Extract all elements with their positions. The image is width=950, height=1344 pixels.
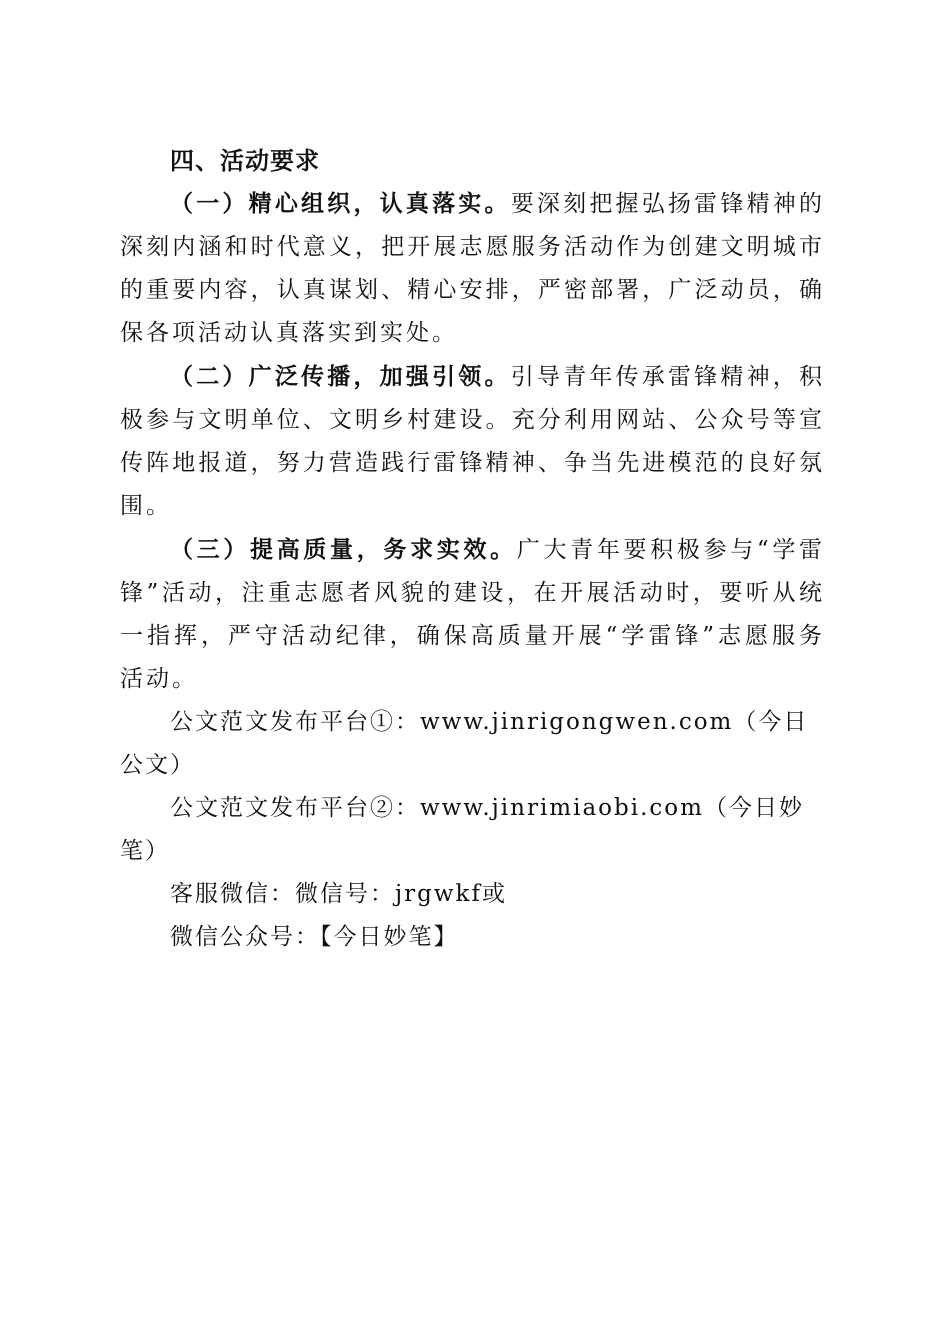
requirement-item-3 — [120, 528, 825, 701]
document-body — [120, 140, 825, 959]
requirement-item-1-lead: （一）精心组织，认真落实。 — [170, 190, 511, 217]
requirement-item-3-body: 广大青年要积极参与“学雷锋”活动，注重志愿者风貌的建设，在开展活动时，要听从统一指挥，严守活动纪律，确保高质量开展“学雷锋”志愿服务活动。 — [120, 537, 825, 692]
requirement-item-2-body: 引导青年传承雷锋精神，积极参与文明单位、文明乡村建设。充分利用网站、公众号等宣传阵地报道，努力营造践行雷锋精神、争当先进模范的良好氛围。 — [120, 364, 826, 519]
requirement-item-2-lead: （二）广泛传播，加强引领。 — [170, 363, 511, 390]
platform-2-line: 公文范文发布平台②：www.jinrimiaobi.com（今日妙笔） — [120, 795, 804, 864]
requirement-item-1-body: 要深刻把握弘扬雷锋精神的深刻内涵和时代意义，把开展志愿服务活动作为创建文明城市的重要内容，认真谋划、精心安排，严密部署，广泛动员，确保各项活动认真落实到实处。 — [120, 191, 826, 346]
requirement-item-3-lead: （三）提高质量，务求实效。 — [170, 536, 517, 563]
section-heading: 四、活动要求 — [170, 147, 320, 175]
service-wechat-line: 客服微信：微信号：jrgwkf或 — [170, 881, 507, 907]
official-account-line: 微信公众号：【今日妙笔】 — [170, 924, 459, 950]
requirement-item-2 — [120, 355, 825, 528]
requirement-item-1 — [120, 182, 825, 355]
platform-1-line: 公文范文发布平台①：www.jinrigongwen.com（今日公文） — [120, 709, 809, 778]
